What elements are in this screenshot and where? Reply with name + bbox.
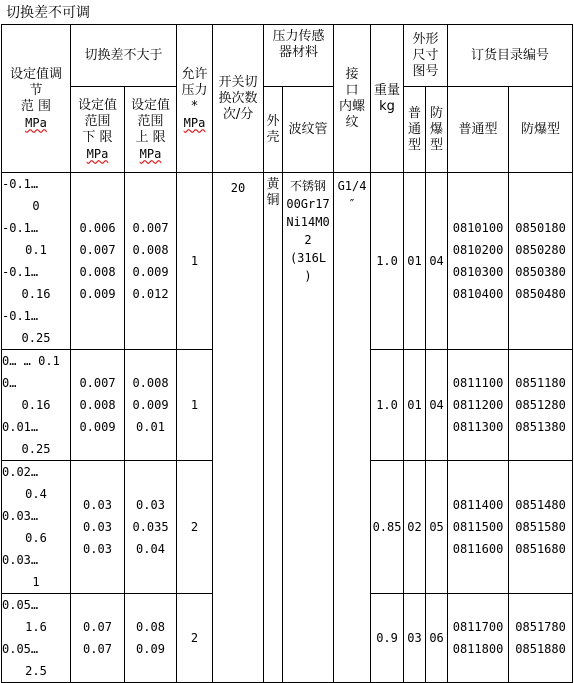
pressure-cell: 2 <box>177 461 213 594</box>
dim-normal-cell: 01 <box>404 350 426 461</box>
header-lower-limit: 设定值 范围 下 限 MPa <box>71 87 125 173</box>
header-diff-max: 切换差不大于 <box>71 25 177 87</box>
range-cell: 0… … 0.1 0… 0.16 0.01… 0.25 <box>2 350 71 461</box>
catalog-normal-cell: 0811700 0811800 <box>448 594 509 683</box>
weight-cell: 0.85 <box>371 461 404 594</box>
weight-cell: 0.9 <box>371 594 404 683</box>
header-upper-limit: 设定值 范围 上 限 MPa <box>125 87 177 173</box>
header-catalog: 订货目录编号 <box>448 25 573 87</box>
lower-limit-cell: 0.03 0.03 0.03 <box>71 461 125 594</box>
header-bellows: 波纹管 <box>283 87 334 173</box>
header-dim-normal: 普 通 型 <box>404 87 426 173</box>
catalog-explosion-proof-cell: 0851480 0851580 0851680 <box>509 461 573 594</box>
catalog-normal-cell: 0811100 0811200 0811300 <box>448 350 509 461</box>
catalog-explosion-proof-cell: 0850180 0850280 0850380 0850480 <box>509 173 573 350</box>
header-dimension-drawing: 外形 尺寸 图号 <box>404 25 448 87</box>
catalog-explosion-proof-cell: 0851780 0851880 <box>509 594 573 683</box>
catalog-normal-cell: 0811400 0811500 0811600 <box>448 461 509 594</box>
header-sensor-material: 压力传感 器材料 <box>264 25 334 87</box>
header-catalog-normal: 普通型 <box>448 87 509 173</box>
pressure-cell: 2 <box>177 594 213 683</box>
lower-limit-cell: 0.007 0.008 0.009 <box>71 350 125 461</box>
header-switching-rate: 开关切 换次数 次/分 <box>213 25 264 173</box>
spec-table <box>1 24 573 683</box>
dim-normal-cell: 01 <box>404 173 426 350</box>
upper-limit-cell: 0.007 0.008 0.009 0.012 <box>125 173 177 350</box>
catalog-normal-cell: 0810100 0810200 0810300 0810400 <box>448 173 509 350</box>
pressure-cell: 1 <box>177 350 213 461</box>
shell-material-cell: 黄 铜 <box>264 173 283 683</box>
range-cell: 0.02… 0.4 0.03… 0.6 0.03… 1 <box>2 461 71 594</box>
lower-limit-cell: 0.006 0.007 0.008 0.009 <box>71 173 125 350</box>
table-row <box>2 173 573 350</box>
lower-limit-cell: 0.07 0.07 <box>71 594 125 683</box>
dim-normal-cell: 03 <box>404 594 426 683</box>
catalog-explosion-proof-cell: 0851180 0851280 0851380 <box>509 350 573 461</box>
switch-rate-cell: 20 <box>213 173 264 683</box>
dim-normal-cell: 02 <box>404 461 426 594</box>
page-title: 切换差不可调 <box>6 5 90 21</box>
header-pressure: 允许 压力 * MPa <box>177 25 213 173</box>
range-cell: -0.1… 0 -0.1… 0.1 -0.1… 0.16 -0.1… 0.25 <box>2 173 71 350</box>
port-thread-cell: G1/4 ″ <box>334 173 371 683</box>
upper-limit-cell: 0.08 0.09 <box>125 594 177 683</box>
dim-explosion-proof-cell: 06 <box>426 594 448 683</box>
header-shell: 外 壳 <box>264 87 283 173</box>
bellows-material-cell: 不锈钢 00Gr17 Ni14M0 2 (316L ) <box>283 173 334 683</box>
pressure-cell: 1 <box>177 173 213 350</box>
weight-cell: 1.0 <box>371 350 404 461</box>
upper-limit-cell: 0.03 0.035 0.04 <box>125 461 177 594</box>
header-port: 接 口 内螺 纹 <box>334 25 371 173</box>
upper-limit-cell: 0.008 0.009 0.01 <box>125 350 177 461</box>
header-catalog-explosion-proof: 防爆型 <box>509 87 573 173</box>
header-weight: 重量 kg <box>371 25 404 173</box>
header-dim-explosion-proof: 防 爆 型 <box>426 87 448 173</box>
header-setting-range: 设定值调 节 范 围 MPa <box>2 25 71 173</box>
dim-explosion-proof-cell: 04 <box>426 173 448 350</box>
dim-explosion-proof-cell: 05 <box>426 461 448 594</box>
range-cell: 0.05… 1.6 0.05… 2.5 <box>2 594 71 683</box>
weight-cell: 1.0 <box>371 173 404 350</box>
dim-explosion-proof-cell: 04 <box>426 350 448 461</box>
